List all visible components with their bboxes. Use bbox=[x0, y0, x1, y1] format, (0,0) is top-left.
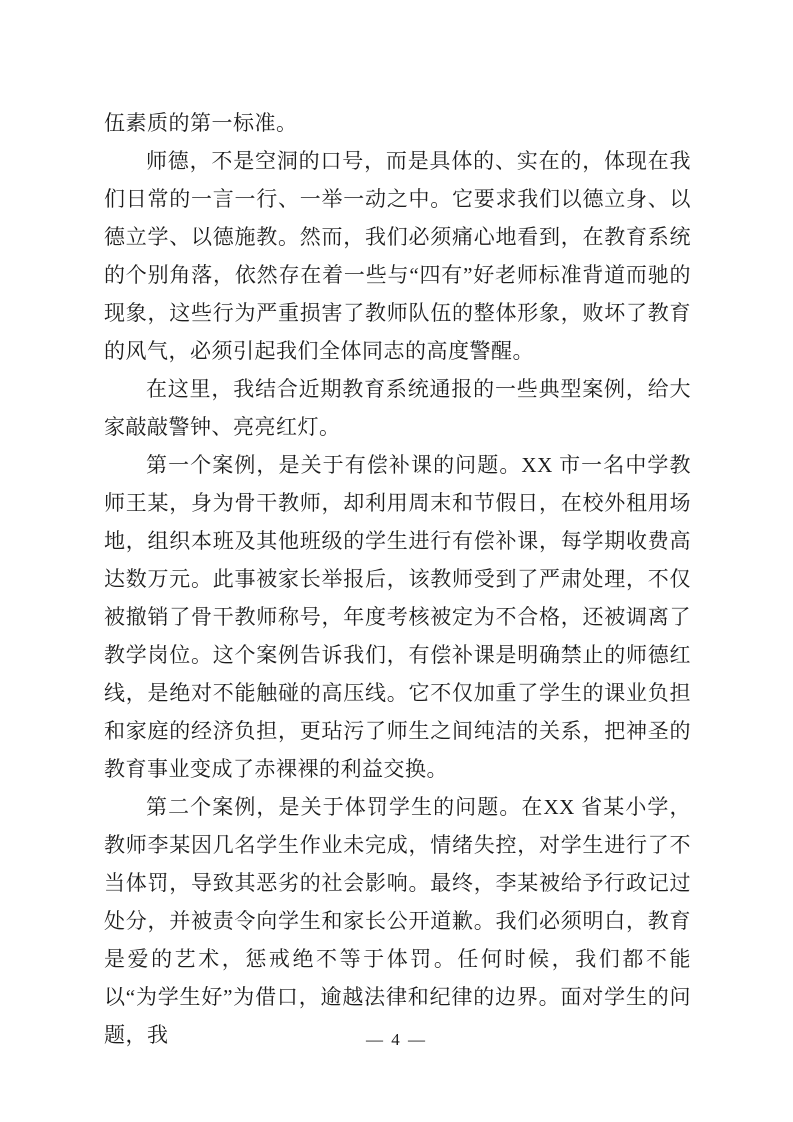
paragraph-case-two: 第二个案例，是关于体罚学生的问题。在XX 省某小学，教师李某因几名学生作业未完成，情绪失控，对学生进行了不当体罚，导致其恶劣的社会影响。最终，李某被给予行政记过处分，并被责令向学生和家长公开道歉。我们必须明白，教育是爱的艺术，惩戒绝不等于体罚。任何时候，我们都不能以“为学生好”为借口，逾越法律和纪律的边界。面对学生的问题，我 bbox=[104, 795, 691, 1047]
paragraph: 师德，不是空洞的口号，而是具体的、实在的，体现在我们日常的一言一行、一举一动之中。它要求我们以德立身、以德立学、以德施教。然而，我们必须痛心地看到，在教育系统的个别角落，依然存在着一些与“四有”好老师标准背道而驰的现象，这些行为严重损害了教师队伍的整体形象，败坏了教育的风气，必须引起我们全体同志的高度警醒。 bbox=[104, 149, 691, 363]
paragraph-case-one: 第一个案例，是关于有偿补课的问题。XX 市一名中学教师王某，身为骨干教师，却利用周末和节假日，在校外租用场地，组织本班及其他班级的学生进行有偿补课，每学期收费高达数万元。此事被家长举报后，该教师受到了严肃处理，不仅被撤销了骨干教师称号，年度考核被定为不合格，还被调离了教学岗位。这个案例告诉我们，有偿补课是明确禁止的师德红线，是绝对不能触碰的高压线。它不仅加重了学生的课业负担和家庭的经济负担，更玷污了师生之间纯洁的关系，把神圣的教育事业变成了赤裸裸的利益交换。 bbox=[104, 453, 691, 781]
document-body bbox=[104, 104, 691, 1054]
page-footer bbox=[0, 1030, 793, 1050]
paragraph: 在这里，我结合近期教育系统通报的一些典型案例，给大家敲敲警钟、亮亮红灯。 bbox=[104, 377, 691, 439]
paragraph-continuation: 伍素质的第一标准。 bbox=[104, 111, 298, 135]
page-number: — 4 — bbox=[366, 1030, 427, 1049]
